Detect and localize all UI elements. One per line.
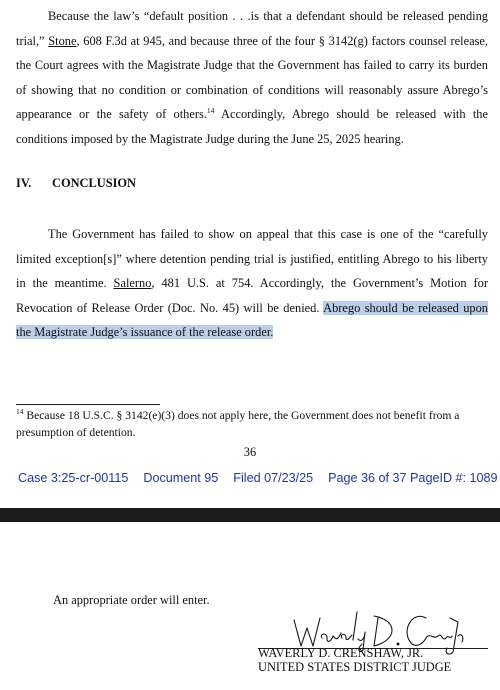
stamp-document-number: Document 95 [143,471,219,485]
stamp-page-info: Page 36 of 37 PageID #: 1089 [328,471,498,485]
judge-name: WAVERLY D. CRENSHAW, JR. [258,646,424,660]
footnote-divider [16,404,160,405]
case-citation-stone: Stone [48,33,77,48]
section-heading [16,173,136,193]
court-filing-stamp [18,471,498,485]
document-page-37 [0,522,500,690]
case-citation-salerno: Salerno [113,276,152,291]
page-separator [0,508,500,522]
section-title: CONCLUSION [52,176,136,190]
page-number: 36 [243,445,257,459]
paragraph-conclusion: The Government has failed to show on appeal that this case is one of the “carefully limited exception[s]” where detention pending trial is justified, entitling Abrego to his liberty in the meantime. Salerno, 481 U.S. at 754. Accordingly, the Government’s Motion for Revocation of Release Order (Doc. No. 45) will be denied. Abrego should be released upon the Magistrate Judge’s issuance of the release order. [16,227,488,340]
footnote-number: 14 [16,407,24,417]
footnote [16,408,486,441]
judge-title: UNITED STATES DISTRICT JUDGE [258,660,452,674]
paragraph-release-reasoning: Because the law’s “default position . . .is that a defendant should be released pending trial,” Stone, 608 F.3d at 945, and because three of the four § 3142(g) factors counsel release, the Court agrees with the Magistrate Judge that the Government has failed to carry its burden of showing that no condition or combination of conditions will reasonably assure Abrego’s appearance or the safety of others.$^{14}$ Accordingly, Abrego should be released with the conditions imposed by the Magistrate Judge during the June 25, 2025 hearing. [16,9,488,146]
footnote-reference: 14 [206,106,215,116]
order-line: An appropriate order will enter. [53,593,210,607]
highlighted-text[interactable]: Abrego should be released upon the Magistrate Judge’s issuance of the release order. [16,300,488,340]
stamp-case-number: Case 3:25-cr-00115 [18,471,129,485]
section-number: IV. [16,176,32,190]
stamp-filed-date: Filed 07/23/25 [233,471,314,485]
footnote-text: Because 18 U.S.C. § 3142(e)(3) does not apply here, the Government does not benefit from a presumption of detention. [16,409,460,439]
